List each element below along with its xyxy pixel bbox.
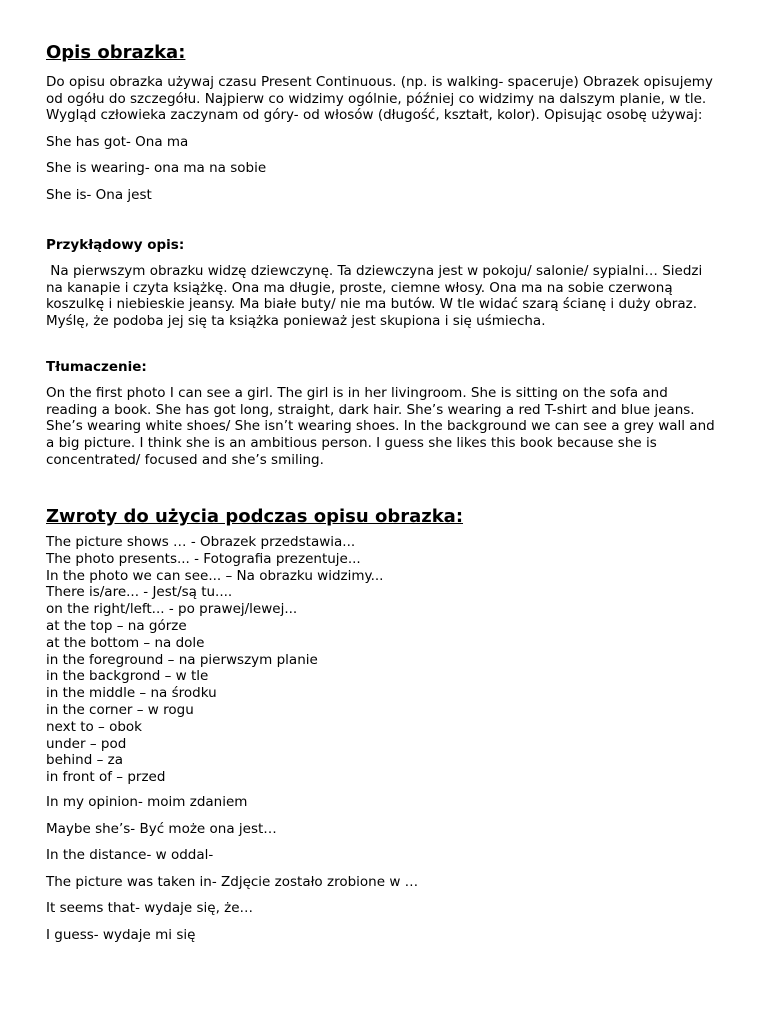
list-item: The picture shows … - Obrazek przedstawia... — [46, 534, 356, 551]
phrase-list — [46, 534, 722, 786]
list-item: at the bottom – na dole — [46, 634, 205, 651]
list-item: on the right/left... - po prawej/lewej... — [46, 601, 298, 618]
phrase-line: She has got- Ona ma — [46, 133, 189, 150]
list-item: in the foreground – na pierwszym planie — [46, 651, 318, 668]
list-item: in the corner – w rogu — [46, 702, 194, 719]
extra-phrase: In my opinion- moim zdaniem — [46, 794, 248, 811]
intro-paragraph: Do opisu obrazka używaj czasu Present Continuous. (np. is walking- spaceruje) Obrazek opisujemy od ogółu do szczegółu. Najpierw co widzimy ogólnie, później co widzimy na dalszym planie, w tle. Wygląd człowieka zaczynam od góry- od włosów (długość, kształt, kolor). Opisując osobę używaj: — [46, 74, 713, 124]
translation-paragraph: On the first photo I can see a girl. The girl is in her livingroom. She is sitting on the sofa and reading a book. She has got long, straight, dark hair. She’s wearing a red T-shirt and blue jeans. She’s wearing white shoes/ She isn’t wearing shoes. In the background we can see a grey wall and a big picture. I think she is an ambitious person. I guess she likes this book because she is concentrated/ focused and she’s smiling. — [46, 385, 715, 468]
page-title: Opis obrazka: — [46, 42, 186, 63]
list-item: In the photo we can see... – Na obrazku widzimy... — [46, 567, 384, 584]
extra-phrase: It seems that- wydaje się, że… — [46, 900, 254, 917]
extra-phrase: In the distance- w oddal- — [46, 847, 214, 864]
list-item: in the backgrond – w tle — [46, 668, 209, 685]
phrase-line: She is wearing- ona ma na sobie — [46, 160, 267, 177]
list-item: next to – obok — [46, 718, 142, 735]
phrase-line: She is- Ona jest — [46, 186, 152, 203]
list-item: under – pod — [46, 735, 127, 752]
list-item: The photo presents... - Fotografia prezentuje... — [46, 550, 361, 567]
extra-phrase: Maybe she’s- Być może ona jest… — [46, 820, 277, 837]
list-item: in front of – przed — [46, 769, 166, 786]
list-item: behind – za — [46, 752, 123, 769]
section-title: Zwroty do użycia podczas opisu obrazka: — [46, 506, 464, 528]
extra-phrase: The picture was taken in- Zdjęcie zostało zrobione w … — [46, 873, 419, 890]
list-item: There is/are... - Jest/są tu.... — [46, 584, 233, 601]
list-item: in the middle – na środku — [46, 685, 217, 702]
extra-phrase: I guess- wydaje mi się — [46, 927, 196, 944]
list-item: at the top – na górze — [46, 618, 187, 635]
example-heading: Przykłądowy opis: — [46, 236, 185, 253]
example-paragraph: Na pierwszym obrazku widzę dziewczynę. Ta dziewczyna jest w pokoju/ salonie/ sypialni… Siedzi na kanapie i czyta książkę. Ona ma długie, proste, ciemne włosy. Ona ma na sobie czerwoną koszulkę i niebieskie jeansy. Ma białe buty/ nie ma butów. W tle widać szarą ścianę i duży obraz. Myślę, że podoba jej się ta książka ponieważ jest skupiona i się uśmiecha. — [46, 263, 707, 329]
translation-heading: Tłumaczenie: — [46, 358, 147, 375]
